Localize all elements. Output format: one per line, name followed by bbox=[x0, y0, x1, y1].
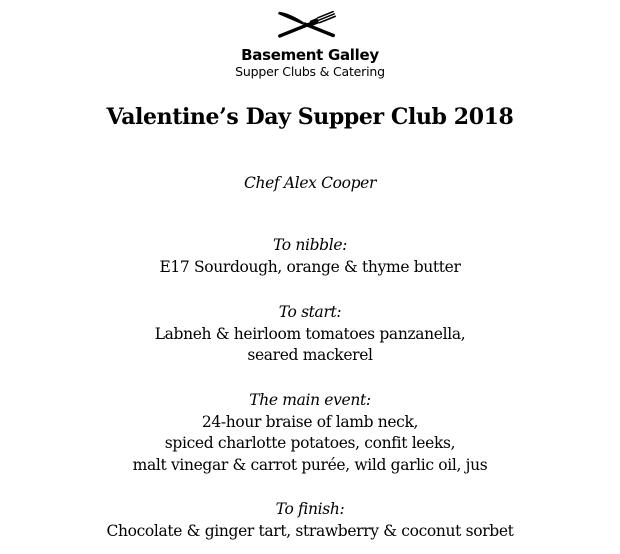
course-dish-line: 24-hour braise of lamb neck, bbox=[201, 412, 419, 431]
course-dish-line: malt vinegar & carrot purée, wild garlic oil, jus bbox=[132, 455, 488, 474]
course-to-start bbox=[0, 302, 620, 367]
course-heading: To nibble: bbox=[272, 236, 348, 254]
brand-name: Basement Galley bbox=[241, 46, 379, 64]
course-heading: The main event: bbox=[249, 391, 371, 409]
course-dish-line: Labneh & heirloom tomatoes panzanella, bbox=[154, 324, 466, 343]
course-heading: To finish: bbox=[275, 500, 345, 518]
crossed-knife-fork-icon bbox=[272, 11, 342, 39]
menu-title: Valentine’s Day Supper Club 2018 bbox=[106, 104, 514, 130]
course-dish-line: Chocolate & ginger tart, strawberry & coconut sorbet bbox=[106, 521, 514, 540]
course-to-finish bbox=[0, 499, 620, 542]
course-heading: To start: bbox=[278, 303, 342, 321]
course-dish-line: seared mackerel bbox=[247, 346, 373, 364]
brand-tagline: Supper Clubs & Catering bbox=[235, 64, 385, 79]
chef-name: Chef Alex Cooper bbox=[243, 174, 377, 192]
course-dish-line: E17 Sourdough, orange & thyme butter bbox=[159, 257, 461, 276]
course-to-nibble bbox=[0, 235, 620, 278]
course-dish-line: spiced charlotte potatoes, confit leeks, bbox=[164, 434, 456, 452]
course-main-event bbox=[0, 390, 620, 476]
